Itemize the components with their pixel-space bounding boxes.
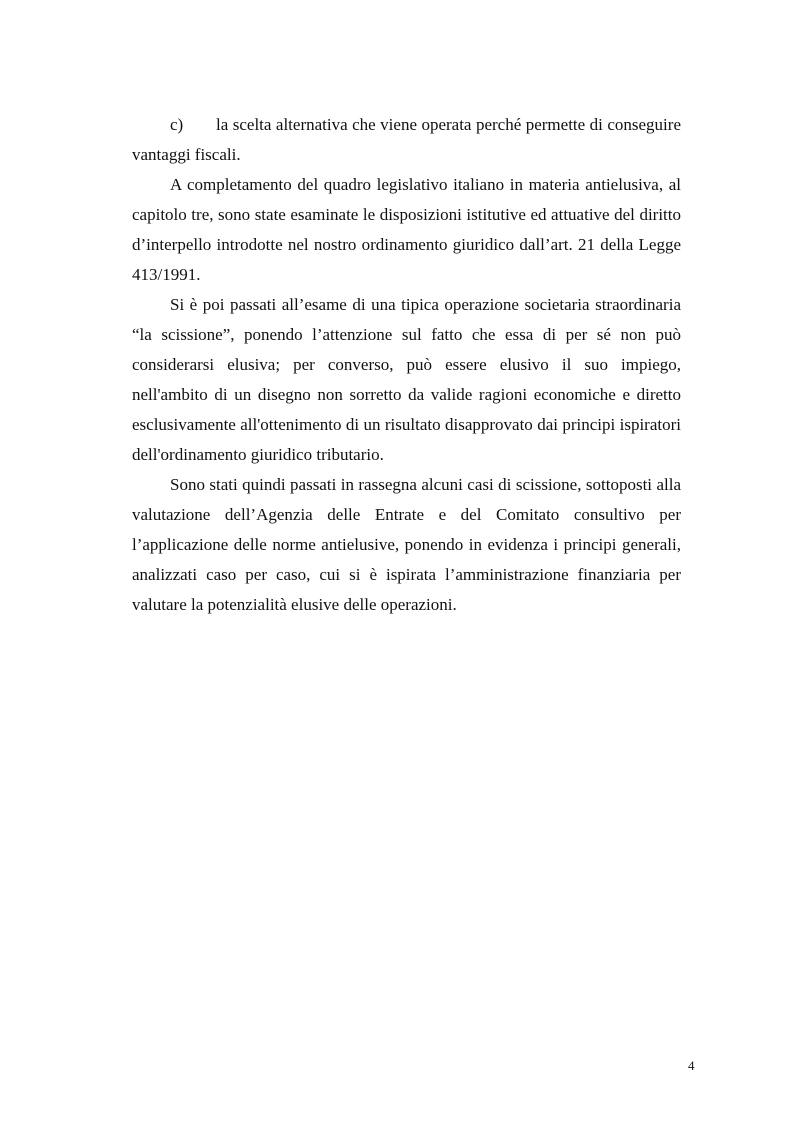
body-text [132,110,681,620]
page-number: 4 [688,1058,695,1073]
list-item-text: la scelta alternativa che viene operata perché permette di conseguire vantaggi fiscali. [132,115,681,164]
list-marker: c) [170,115,184,134]
paragraph-casi-scissione: Sono stati quindi passati in rassegna alcuni casi di scissione, sottoposti alla valutazione dell’Agenzia delle Entrate e del Comitato consultivo per l’applicazione delle norme antielusive, ponendo in evidenza i principi generali, analizzati caso per caso, cui si è ispirata l’amministrazione finanziaria per valutare la potenzialità elusive delle operazioni. [132,475,681,614]
paragraph-interpello: A completamento del quadro legislativo italiano in materia antielusiva, al capitolo tre, sono state esaminate le disposizioni istitutive ed attuative del diritto d’interpello introdotte nel nostro ordinamento giuridico dall’art. 21 della Legge 413/1991. [132,175,681,284]
list-item-c [132,110,681,170]
paragraph-scissione: Si è poi passati all’esame di una tipica operazione societaria straordinaria “la scissione”, ponendo l’attenzione sul fatto che essa di per sé non può considerarsi elusiva; per converso, può essere elusivo il suo impiego, nell'ambito di un disegno non sorretto da valide ragioni economiche e diretto esclusivamente all'ottenimento di un risultato disapprovato dai principi ispiratori dell'ordinamento giuridico tributario. [132,295,681,464]
